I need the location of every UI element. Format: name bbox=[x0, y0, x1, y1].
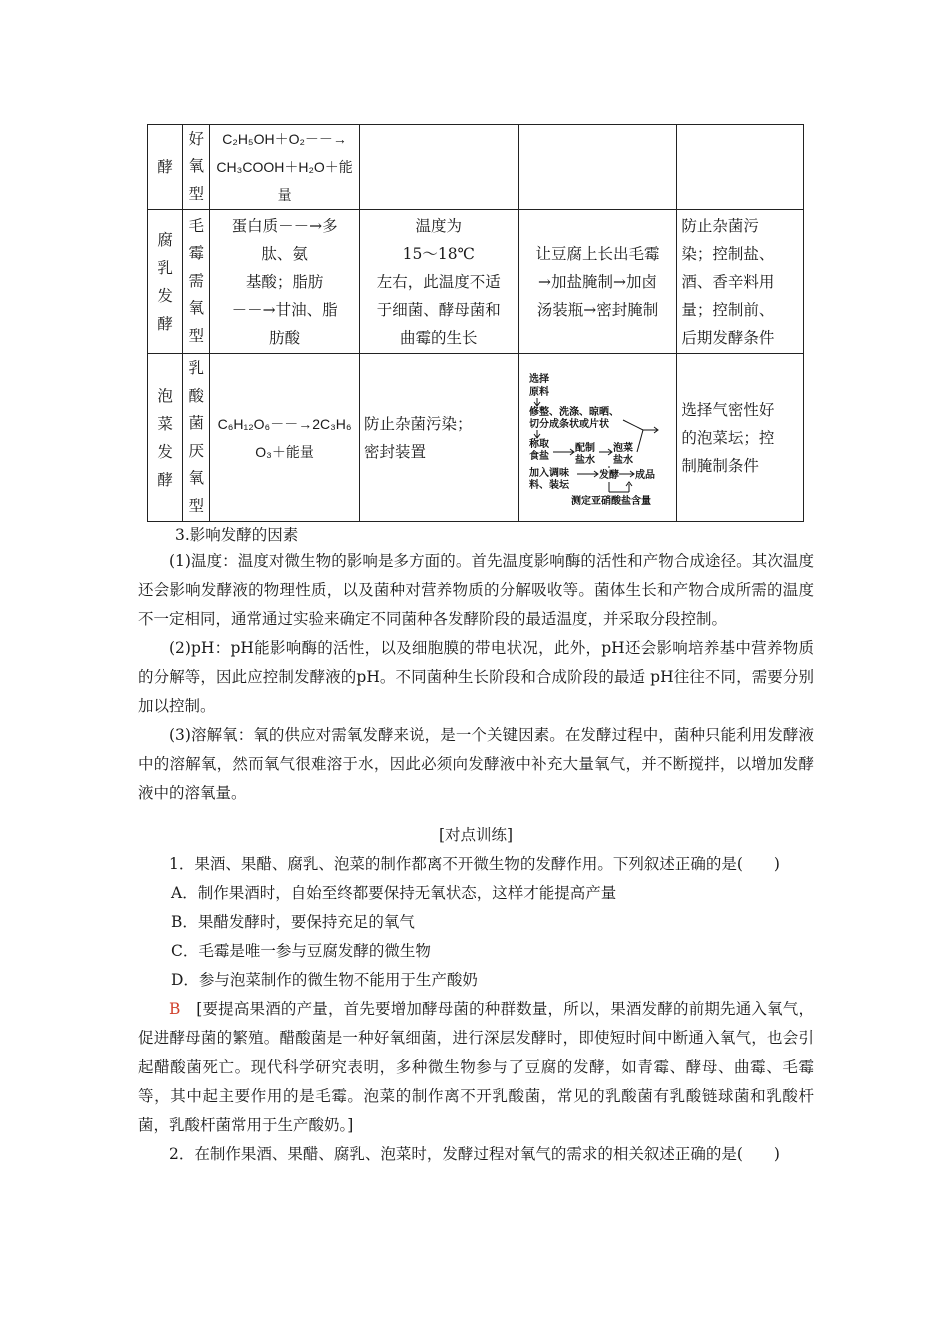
answer-key: B bbox=[169, 1000, 181, 1018]
training-title: [对点训练] bbox=[438, 826, 514, 844]
question-1-stem: 1．果酒、果醋、腐乳、泡菜的制作都离不开微生物的发酵作用。下列叙述正确的是( ) bbox=[169, 855, 780, 873]
flow-material-label: 原料 bbox=[529, 386, 550, 398]
pickle-process-flowchart bbox=[519, 368, 676, 508]
question-1-option-c: C．毛霉是唯一参与豆腐发酵的微生物 bbox=[171, 942, 431, 960]
table-row bbox=[148, 125, 804, 210]
flow-pickle-label: 泡菜 bbox=[613, 442, 634, 454]
condition-cell: 防止杂菌污染； 密封装置 bbox=[359, 354, 518, 522]
microbe-type-cell: 毛 霉 需 氧 型 bbox=[183, 210, 210, 354]
fermentation-table bbox=[147, 124, 804, 522]
flow-add-label: 加入调味 bbox=[529, 467, 570, 479]
process-cell bbox=[518, 125, 677, 210]
table-row bbox=[148, 354, 804, 522]
flow-product-label: 成品 bbox=[635, 469, 656, 481]
flow-pickle-brine-label: 盐水 bbox=[613, 454, 634, 466]
notes-cell bbox=[677, 125, 804, 210]
flow-prep-label: 切分成条状或片状 bbox=[529, 418, 610, 430]
flow-mix-label: 配制 bbox=[575, 442, 596, 454]
condition-cell bbox=[359, 125, 518, 210]
paragraph-temperature: (1)温度：温度对微生物的影响是多方面的。首先温度影响酶的活性和产物合成途径。其次温度还会影响发酵液的物理性质，以及菌种对营养物质的分解吸收等。菌体生长和产物合成所需的温度不一定相同，通常通过实验来确定不同菌种各发酵阶段的最适温度，并采取分段控制。 bbox=[138, 552, 814, 628]
table-row bbox=[148, 210, 804, 354]
fermentation-name-cell: 酵 bbox=[148, 125, 183, 210]
notes-cell: 选择气密性好 的泡菜坛；控 制腌制条件 bbox=[677, 354, 804, 522]
flow-salt-label: 食盐 bbox=[529, 450, 550, 462]
section-heading: 3.影响发酵的因素 bbox=[175, 526, 299, 544]
paragraph-oxygen: (3)溶解氧：氧的供应对需氧发酵来说，是一个关键因素。在发酵过程中，菌种只能利用发酵液中的溶解氧，然而氧气很难溶于水，因此必须向发酵液中补充大量氧气，并不断搅拌，以增加发酵液中的溶氧量。 bbox=[138, 726, 814, 802]
question-1-option-a: A．制作果酒时，自始至终都要保持无氧状态，这样才能提高产量 bbox=[171, 884, 617, 902]
fermentation-name-cell: 腐 乳 发 酵 bbox=[148, 210, 183, 354]
microbe-type-cell: 好 氧 型 bbox=[183, 125, 210, 210]
flow-add-label: 料、装坛 bbox=[529, 479, 570, 491]
reaction-equation-cell: C₂H₅OH＋O₂－－→ CH₃COOH＋H₂O＋能 量 bbox=[210, 125, 360, 210]
question-1-explanation bbox=[138, 995, 814, 1140]
training-section bbox=[138, 821, 814, 1169]
question-1-option-b: B．果醋发酵时，要保持充足的氧气 bbox=[171, 913, 415, 931]
flow-prep-label: 修整、洗涤、晾晒、 bbox=[529, 406, 620, 418]
question-2-stem: 2．在制作果酒、果醋、腐乳、泡菜时，发酵过程对氧气的需求的相关叙述正确的是( ) bbox=[169, 1145, 780, 1163]
process-cell bbox=[518, 354, 677, 522]
flow-measure-label: 测定亚硝酸盐含量 bbox=[571, 495, 652, 507]
notes-cell: 防止杂菌污 染；控制盐、 酒、香辛料用 量；控制前、 后期发酵条件 bbox=[677, 210, 804, 354]
explanation-text: [要提高果酒的产量，首先要增加酵母菌的种群数量，所以，果酒发酵的前期先通入氧气，促进酵母菌的繁殖。醋酸菌是一种好氧细菌，进行深层发酵时，即使短时间中断通入氧气，也会引起醋酸菌死亡。现代科学研究表明，多种微生物参与了豆腐的发酵，如青霉、酵母、曲霉、毛霉等，其中起主要作用的是毛霉。泡菜的制作离不开乳酸菌，常见的乳酸菌有乳酸链球菌和乳酸杆菌，乳酸杆菌常用于生产酸奶。] bbox=[138, 1000, 814, 1134]
factors-section bbox=[138, 547, 814, 808]
fermentation-name-cell: 泡 菜 发 酵 bbox=[148, 354, 183, 522]
flow-select-label: 选择 bbox=[529, 373, 550, 385]
flow-ferment-label: 发酵 bbox=[599, 469, 620, 481]
flow-brine-label: 盐水 bbox=[575, 454, 596, 466]
condition-cell: 温度为 15～18℃ 左右，此温度不适 于细菌、酵母菌和 曲霉的生长 bbox=[359, 210, 518, 354]
reaction-equation-cell: 蛋白质－－→多 肽、氨 基酸；脂肪 －－→甘油、脂 肪酸 bbox=[210, 210, 360, 354]
process-cell: 让豆腐上长出毛霉 →加盐腌制→加卤 汤装瓶→密封腌制 bbox=[518, 210, 677, 354]
paragraph-ph: (2)pH：pH能影响酶的活性，以及细胞膜的带电状况，此外，pH还会影响培养基中营养物质的分解等，因此应控制发酵液的pH。不同菌种生长阶段和合成阶段的最适 pH往往不同，需要分别加以控制。 bbox=[138, 639, 814, 715]
reaction-equation-cell: C₆H₁₂O₆－－→2C₃H₆ O₃＋能量 bbox=[210, 354, 360, 522]
microbe-type-cell: 乳 酸 菌 厌 氧 型 bbox=[183, 354, 210, 522]
question-1-option-d: D．参与泡菜制作的微生物不能用于生产酸奶 bbox=[171, 971, 478, 989]
flow-weigh-label: 称取 bbox=[529, 438, 550, 450]
